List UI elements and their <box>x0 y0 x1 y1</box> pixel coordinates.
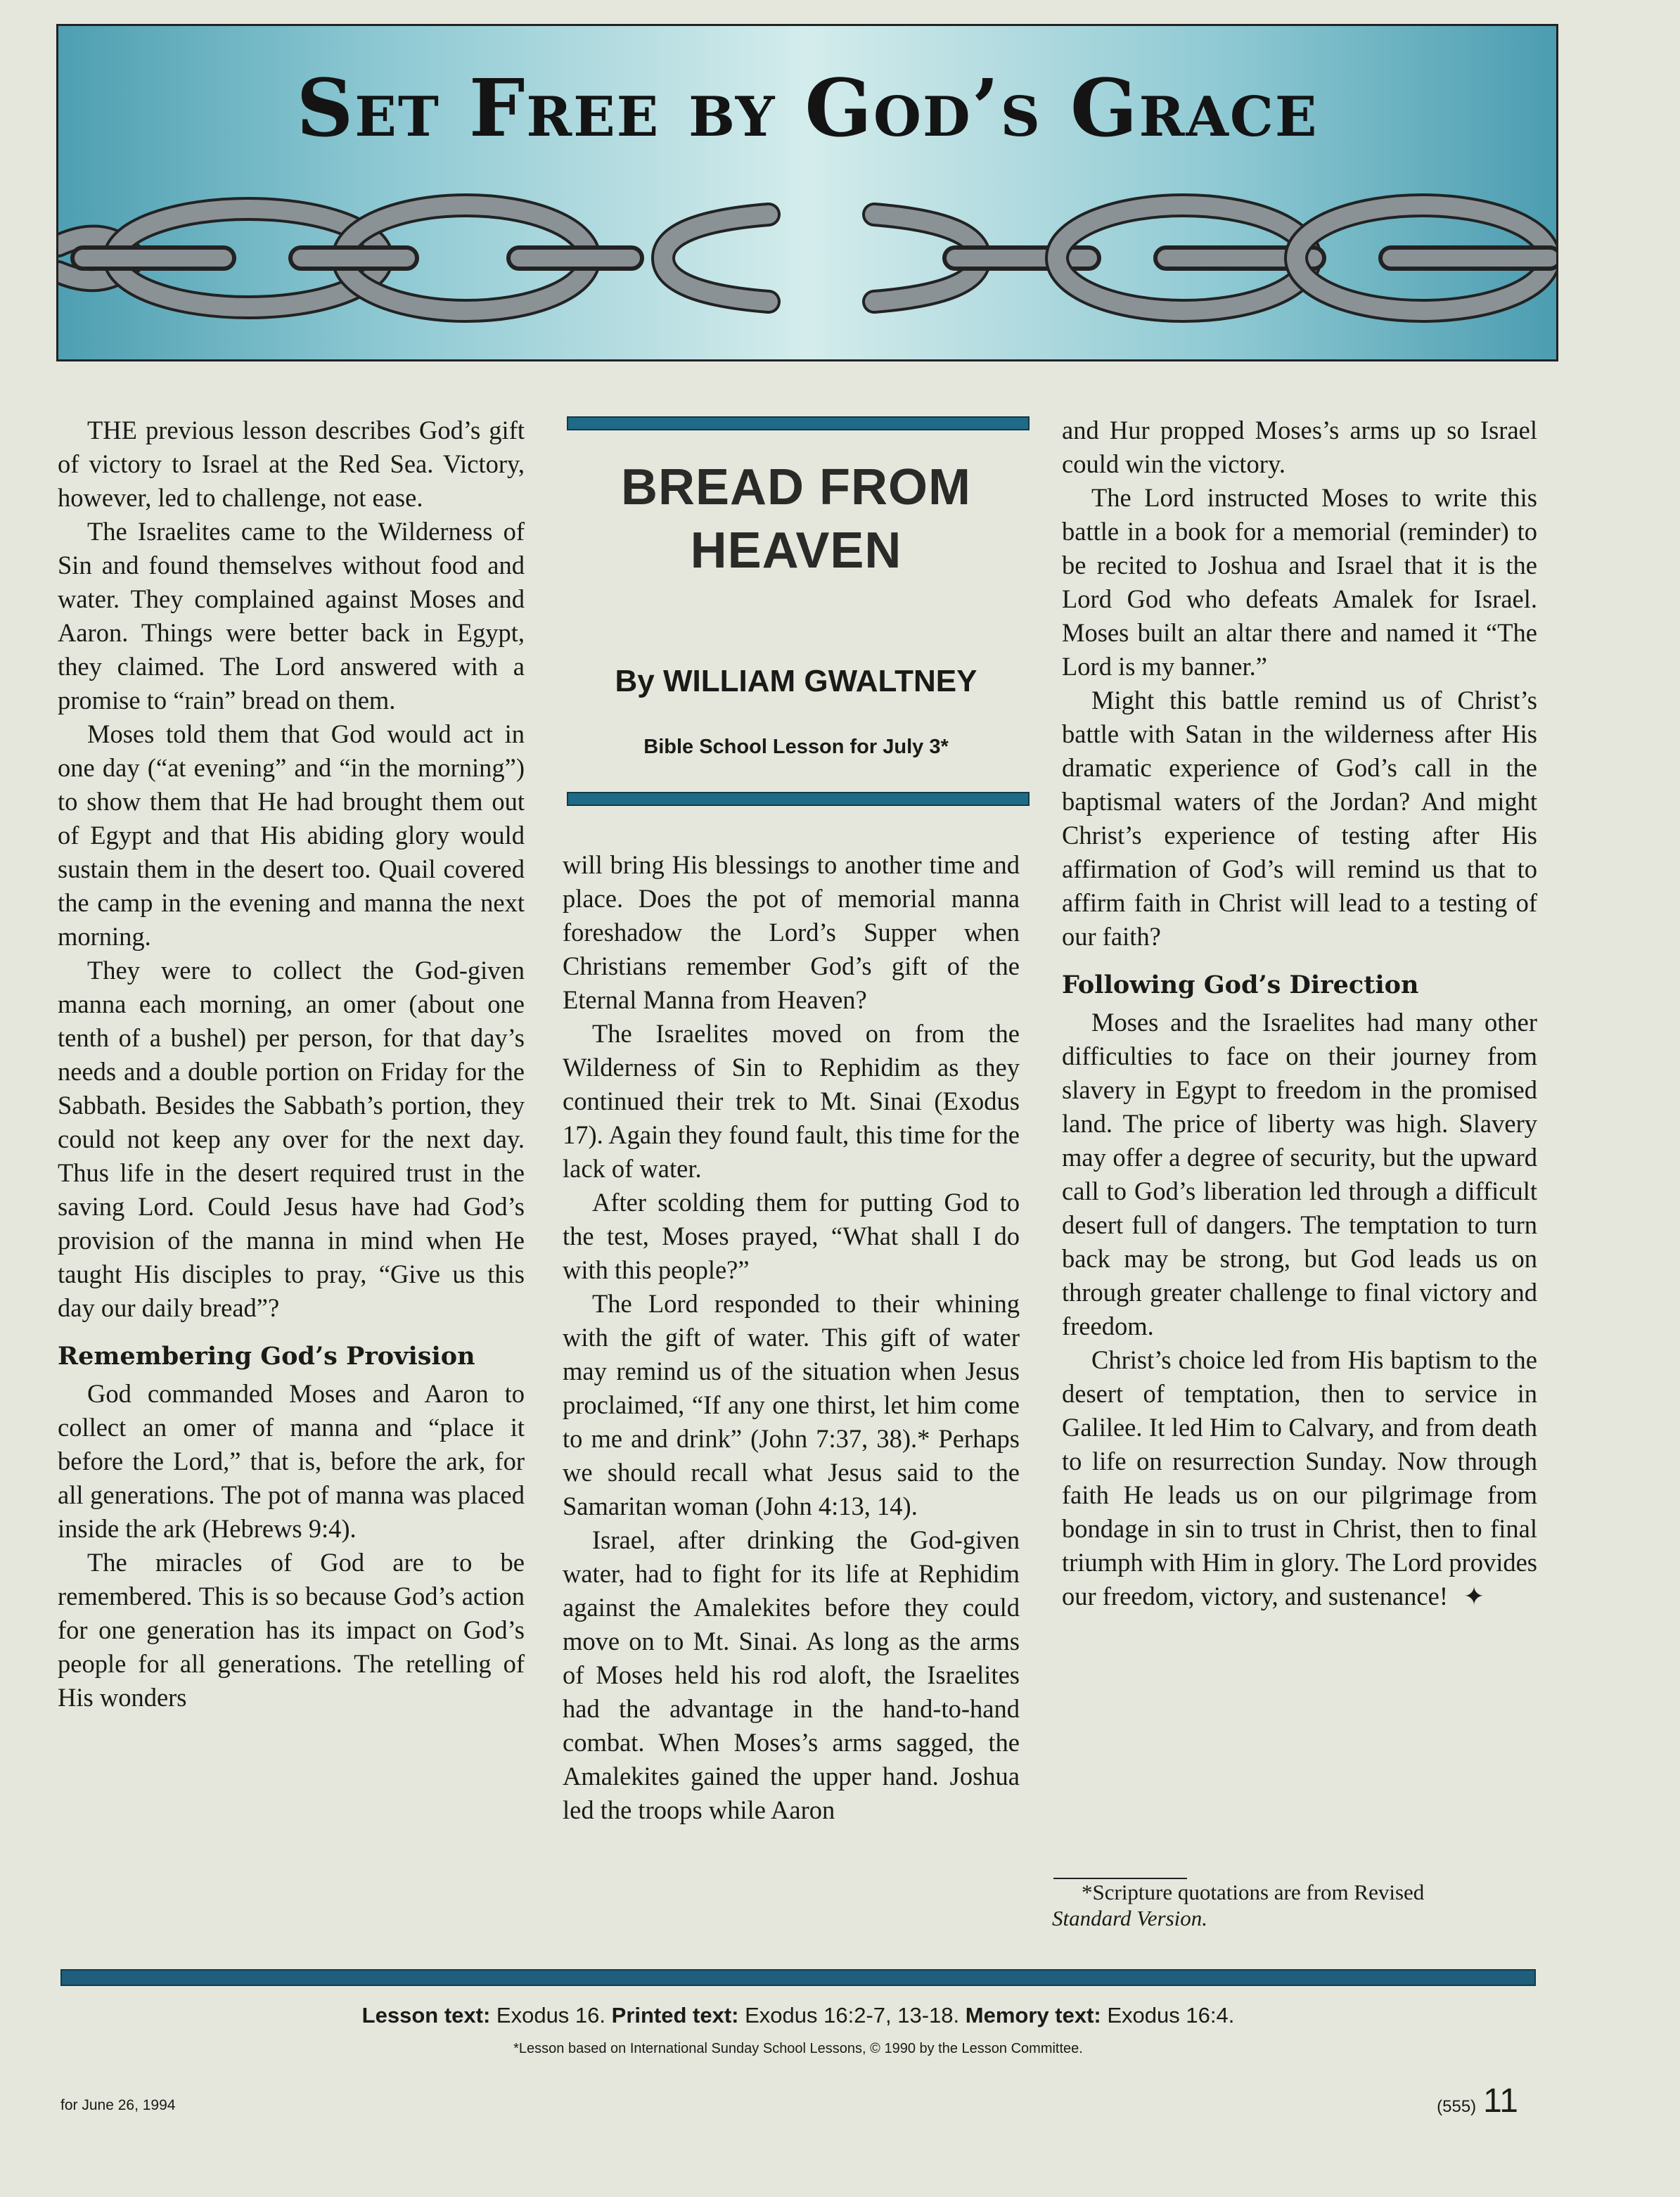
paragraph: God commanded Moses and Aaron to collect an omer of manna and “place it before the Lord,” that is, before the ark, for all generations. The pot of manna was placed inside the ark (Hebrews 9:4). <box>58 1379 525 1543</box>
broken-chain-illustration <box>58 181 1558 350</box>
paragraph: They were to collect the God-given manna each morning, an omer (about one tenth of a bushel) per person, for that day’s needs and a double portion on Friday for the Sabbath. Besides the Sabbath’s portion, they could not keep any over for the next day. Thus life in the desert required trust in the saving Lord. Could Jesus have had God’s provision of the manna in mind when He taught His disciples to pray, “Give us this day our daily bread”? <box>58 956 525 1322</box>
column-left <box>58 414 525 1715</box>
memory-text-label: Memory text: <box>965 2003 1101 2028</box>
chain-link <box>1380 248 1558 269</box>
footnote-line: Standard Version. <box>1052 1906 1208 1930</box>
chain-link <box>944 248 1099 269</box>
paragraph-text: Christ’s choice led from His baptism to the desert of temptation, then to service in Galilee. It led Him to Calvary, and from death to life on resurrection Sunday. Now through faith He leads us on our pilgrimage from bondage in sin to trust in Christ, then to final triumph with Him in glory. The Lord provides our freedom, victory, and sustenance! <box>1062 1345 1537 1610</box>
broken-link-left-half <box>663 214 769 302</box>
chain-link <box>72 248 642 269</box>
printed-text-value: Exodus 16:2-7, 13-18. <box>745 2003 960 2028</box>
lesson-text-value: Exodus 16. <box>496 2003 606 2028</box>
paragraph: The Lord instructed Moses to write this battle in a book for a memorial (reminder) to be recited to Joshua and Israel that it is the Lord God who defeats Amalek for Israel. Moses built an altar there and named it “The Lord is my banner.” <box>1062 483 1537 681</box>
lesson-references <box>60 2003 1536 2028</box>
article-title <box>563 456 1030 582</box>
paragraph: After scolding them for putting God to the test, Moses prayed, “What shall I do with this people?” <box>563 1188 1020 1284</box>
paragraph: Might this battle remind us of Christ’s battle with Satan in the wilderness after His dramatic experience of God’s call in the baptismal waters of the Jordan? And might Christ’s experience of testing after His affirmation of God’s will remind us that to affirm faith in Christ will lead to a testing of our faith? <box>1062 686 1537 951</box>
banner-title: Set Free by God’s Grace <box>296 63 1319 155</box>
article-title-line: HEAVEN <box>690 523 902 579</box>
section-heading: Remembering God’s Provision <box>58 1342 475 1371</box>
memory-text-value: Exodus 16:4. <box>1107 2003 1235 2028</box>
paragraph: The Israelites came to the Wilderness of Sin and found themselves without food and water. They complained against Moses and Aaron. Things were better back in Egypt, they claimed. The Lord answered with a promise to “rain” bread on them. <box>58 517 525 715</box>
footnote-line: *Scripture quotations are from Revised <box>1082 1880 1425 1904</box>
paragraph <box>1062 1343 1537 1613</box>
end-of-article-icon: ✦ <box>1463 1582 1485 1610</box>
article-title-line: BREAD FROM <box>621 459 971 515</box>
paragraph: Israel, after drinking the God-given water, had to fight for its life at Rephidim against the Amalekites before they could move on to Mt. Sinai. As long as the arms of Moses held his rod aloft, the Israelites had the advantage in the hand-to-hand combat. When Moses’s arms sagged, the Amalekites gained the upper hand. Joshua led the troops while Aaron <box>563 1525 1020 1824</box>
page-code: (555) <box>1437 2097 1477 2116</box>
paragraph: and Hur propped Moses’s arms up so Israel could win the victory. <box>1062 416 1537 478</box>
paragraph: The miracles of God are to be remembered. This is so because God’s action for one generation has its impact on God’s people for all generations. The retelling of His wonders <box>58 1548 525 1712</box>
title-banner <box>56 24 1558 361</box>
paragraph: THE previous lesson describes God’s gift of victory to Israel at the Red Sea. Victory, however, led to challenge, not ease. <box>58 416 525 512</box>
lesson-text-label: Lesson text: <box>361 2003 491 2028</box>
paragraph: Moses and the Israelites had many other difficulties to face on their journey from slavery in Egypt to freedom in the promised land. The price of liberty was high. Slavery may offer a degree of security, but the upward call to God’s liberation led through a difficult desert full of dangers. The temptation to turn back may be strong, but God leads us on through greater challenge to final victory and freedom. <box>1062 1008 1537 1340</box>
issue-date: for June 26, 1994 <box>60 2097 176 2113</box>
footnote <box>1052 1879 1537 1931</box>
column-middle <box>563 848 1020 1827</box>
printed-text-label: Printed text: <box>611 2003 739 2028</box>
title-rule-top <box>567 416 1030 430</box>
page-number-value: 11 <box>1483 2082 1518 2120</box>
paragraph: The Israelites moved on from the Wilderness of Sin to Rephidim as they continued their trek to Mt. Sinai (Exodus 17). Again they found fault, this time for the lack of water. <box>563 1019 1020 1183</box>
footer-rule <box>60 1969 1536 1986</box>
title-rule-bottom <box>567 792 1030 806</box>
lesson-date-note: Bible School Lesson for July 3* <box>643 736 949 758</box>
section-heading: Following God’s Direction <box>1062 971 1419 999</box>
page-number <box>1437 2082 1518 2120</box>
paragraph: The Lord responded to their whining with the gift of water. This gift of water may remind us of the situation when Jesus proclaimed, “If any one thirst, let him come to me and drink” (John 7:37, 38).* Perhaps we should recall what Jesus said to the Samaritan woman (John 4:13, 14). <box>563 1289 1020 1520</box>
paragraph: will bring His blessings to another time and place. Does the pot of memorial manna foreshadow the Lord’s Supper when Christians remember God’s gift of the Eternal Manna from Heaven? <box>563 850 1020 1014</box>
paragraph: Moses told them that God would act in one day (“at evening” and “in the morning”) to show them that He had brought them out of Egypt and that His abiding glory would sustain them in the desert too. Quail covered the camp in the evening and manna the next morning. <box>58 719 525 951</box>
byline: By WILLIAM GWALTNEY <box>615 664 977 698</box>
column-right <box>1062 414 1537 1613</box>
copyright-note: *Lesson based on International Sunday School Lessons, © 1990 by the Lesson Committee. <box>513 2041 1083 2056</box>
